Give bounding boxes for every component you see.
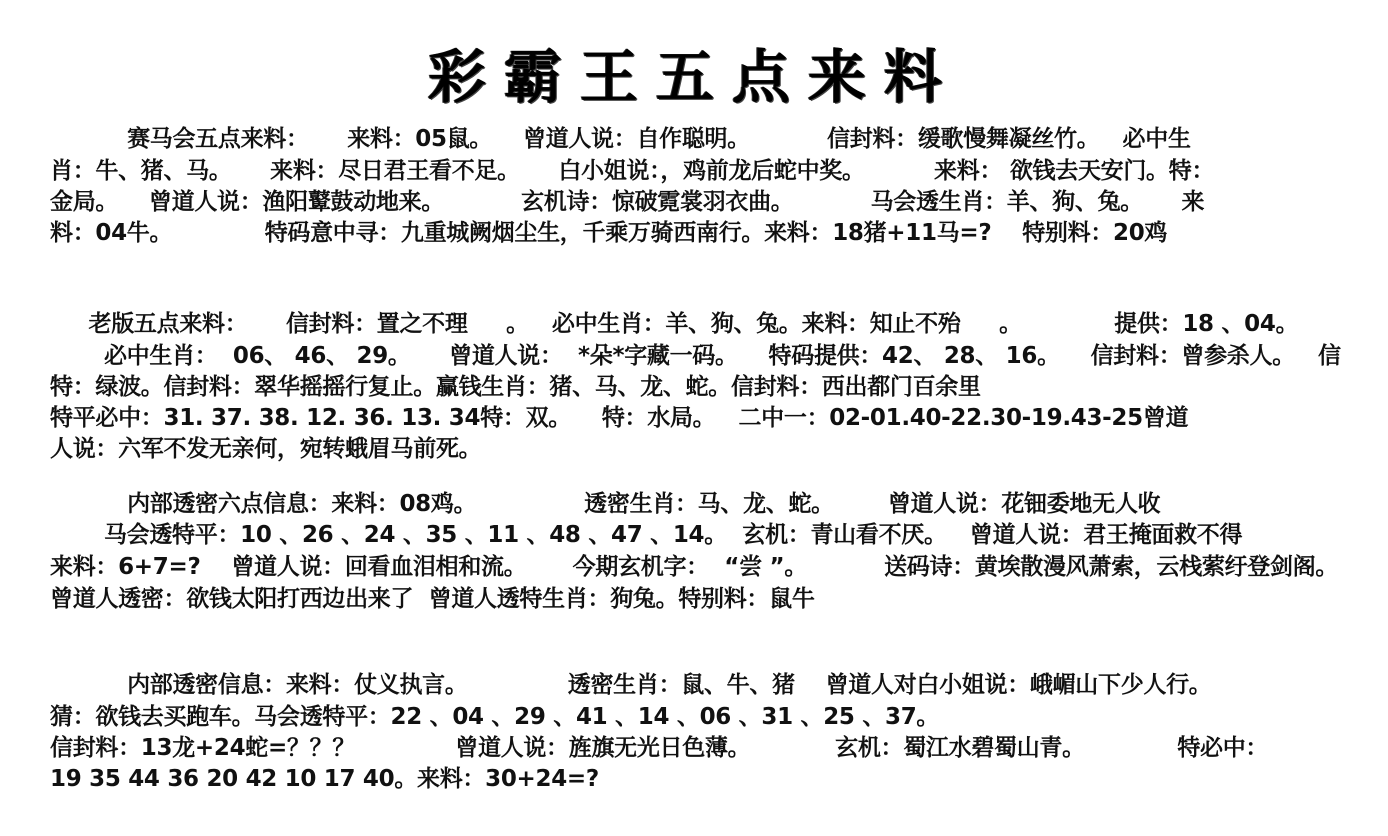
text-line: 肖：牛、猪、马。 来料：尽日君王看不足。 白小姐说：，鸡前龙后蛇中奖。 来料： 欲钱去天安门。特： xyxy=(50,158,1215,184)
page-title: 彩霸王五点来料 xyxy=(427,43,960,111)
text-line: 信封料：13龙+24蛇=？？？ 曾道人说：旌旗无光日色薄。 玄机：蜀江水碧蜀山青。 特必中： xyxy=(50,735,1269,761)
text-line: 特：绿波。信封料：翠华摇摇行复止。赢钱生肖：猪、马、龙、蛇。信封料：西出都门百余里 xyxy=(50,374,981,400)
text-line: 赛马会五点来料： 来料：05鼠。 曾道人说：自作聪明。 信封料：缓歌慢舞凝丝竹。 必中生 xyxy=(50,126,1191,152)
text-line: 马会透特平：10 、26 、24 、35 、11 、48 、47 、14。 玄机：青山看不厌。 曾道人说：君王掩面救不得 xyxy=(50,522,1243,548)
text-line: 曾道人透密：欲钱太阳打西边出来了 曾道人透特生肖：狗兔。特别料：鼠牛 xyxy=(50,586,815,612)
text-line: 来料：6+7=? 曾道人说：回看血泪相和流。 今期玄机字： “尝 ”。 送码诗：黄埃散漫风萧索，云栈萦纡登剑阁。 xyxy=(50,554,1339,580)
text-line: 金局。 曾道人说：渔阳鼙鼓动地来。 玄机诗：惊破霓裳羽衣曲。 马会透生肖：羊、狗、兔。 来 xyxy=(50,189,1205,215)
text-line: 料：04牛。 特码意中寻：九重城阙烟尘生，千乘万骑西南行。来料：18猪+11马=? 特别料：20鸡 xyxy=(50,220,1168,246)
text-line: 19 35 44 36 20 42 10 17 40。来料：30+24=? xyxy=(50,766,599,792)
text-line: 特平必中：31. 37. 38. 12. 36. 13. 34特：双。 特：水局。 二中一：02-01.40-22.30-19.43-25曾道 xyxy=(50,405,1189,431)
text-line: 猜：欲钱去买跑车。马会透特平：22 、04 、29 、41 、14 、06 、31 、25 、37。 xyxy=(50,704,940,730)
text-line: 必中生肖： 06、 46、 29。 曾道人说： *朵*字藏一码。 特码提供：42、 28、 16。 信封料：曾参杀人。 信 xyxy=(50,343,1341,369)
text-line: 内部透密信息：来料：仗义执言。 透密生肖：鼠、牛、猪 曾道人对白小姐说：峨嵋山下少人行。 xyxy=(50,672,1212,698)
text-line: 内部透密六点信息：来料：08鸡。 透密生肖：马、龙、蛇。 曾道人说：花钿委地无人收 xyxy=(50,491,1161,517)
text-line: 人说：六军不发无亲何，宛转蛾眉马前死。 xyxy=(50,436,482,462)
text-line: 老版五点来料： 信封料：置之不理 。 必中生肖：羊、狗、兔。来料：知止不殆 。 提供：18 、04。 xyxy=(50,311,1299,337)
